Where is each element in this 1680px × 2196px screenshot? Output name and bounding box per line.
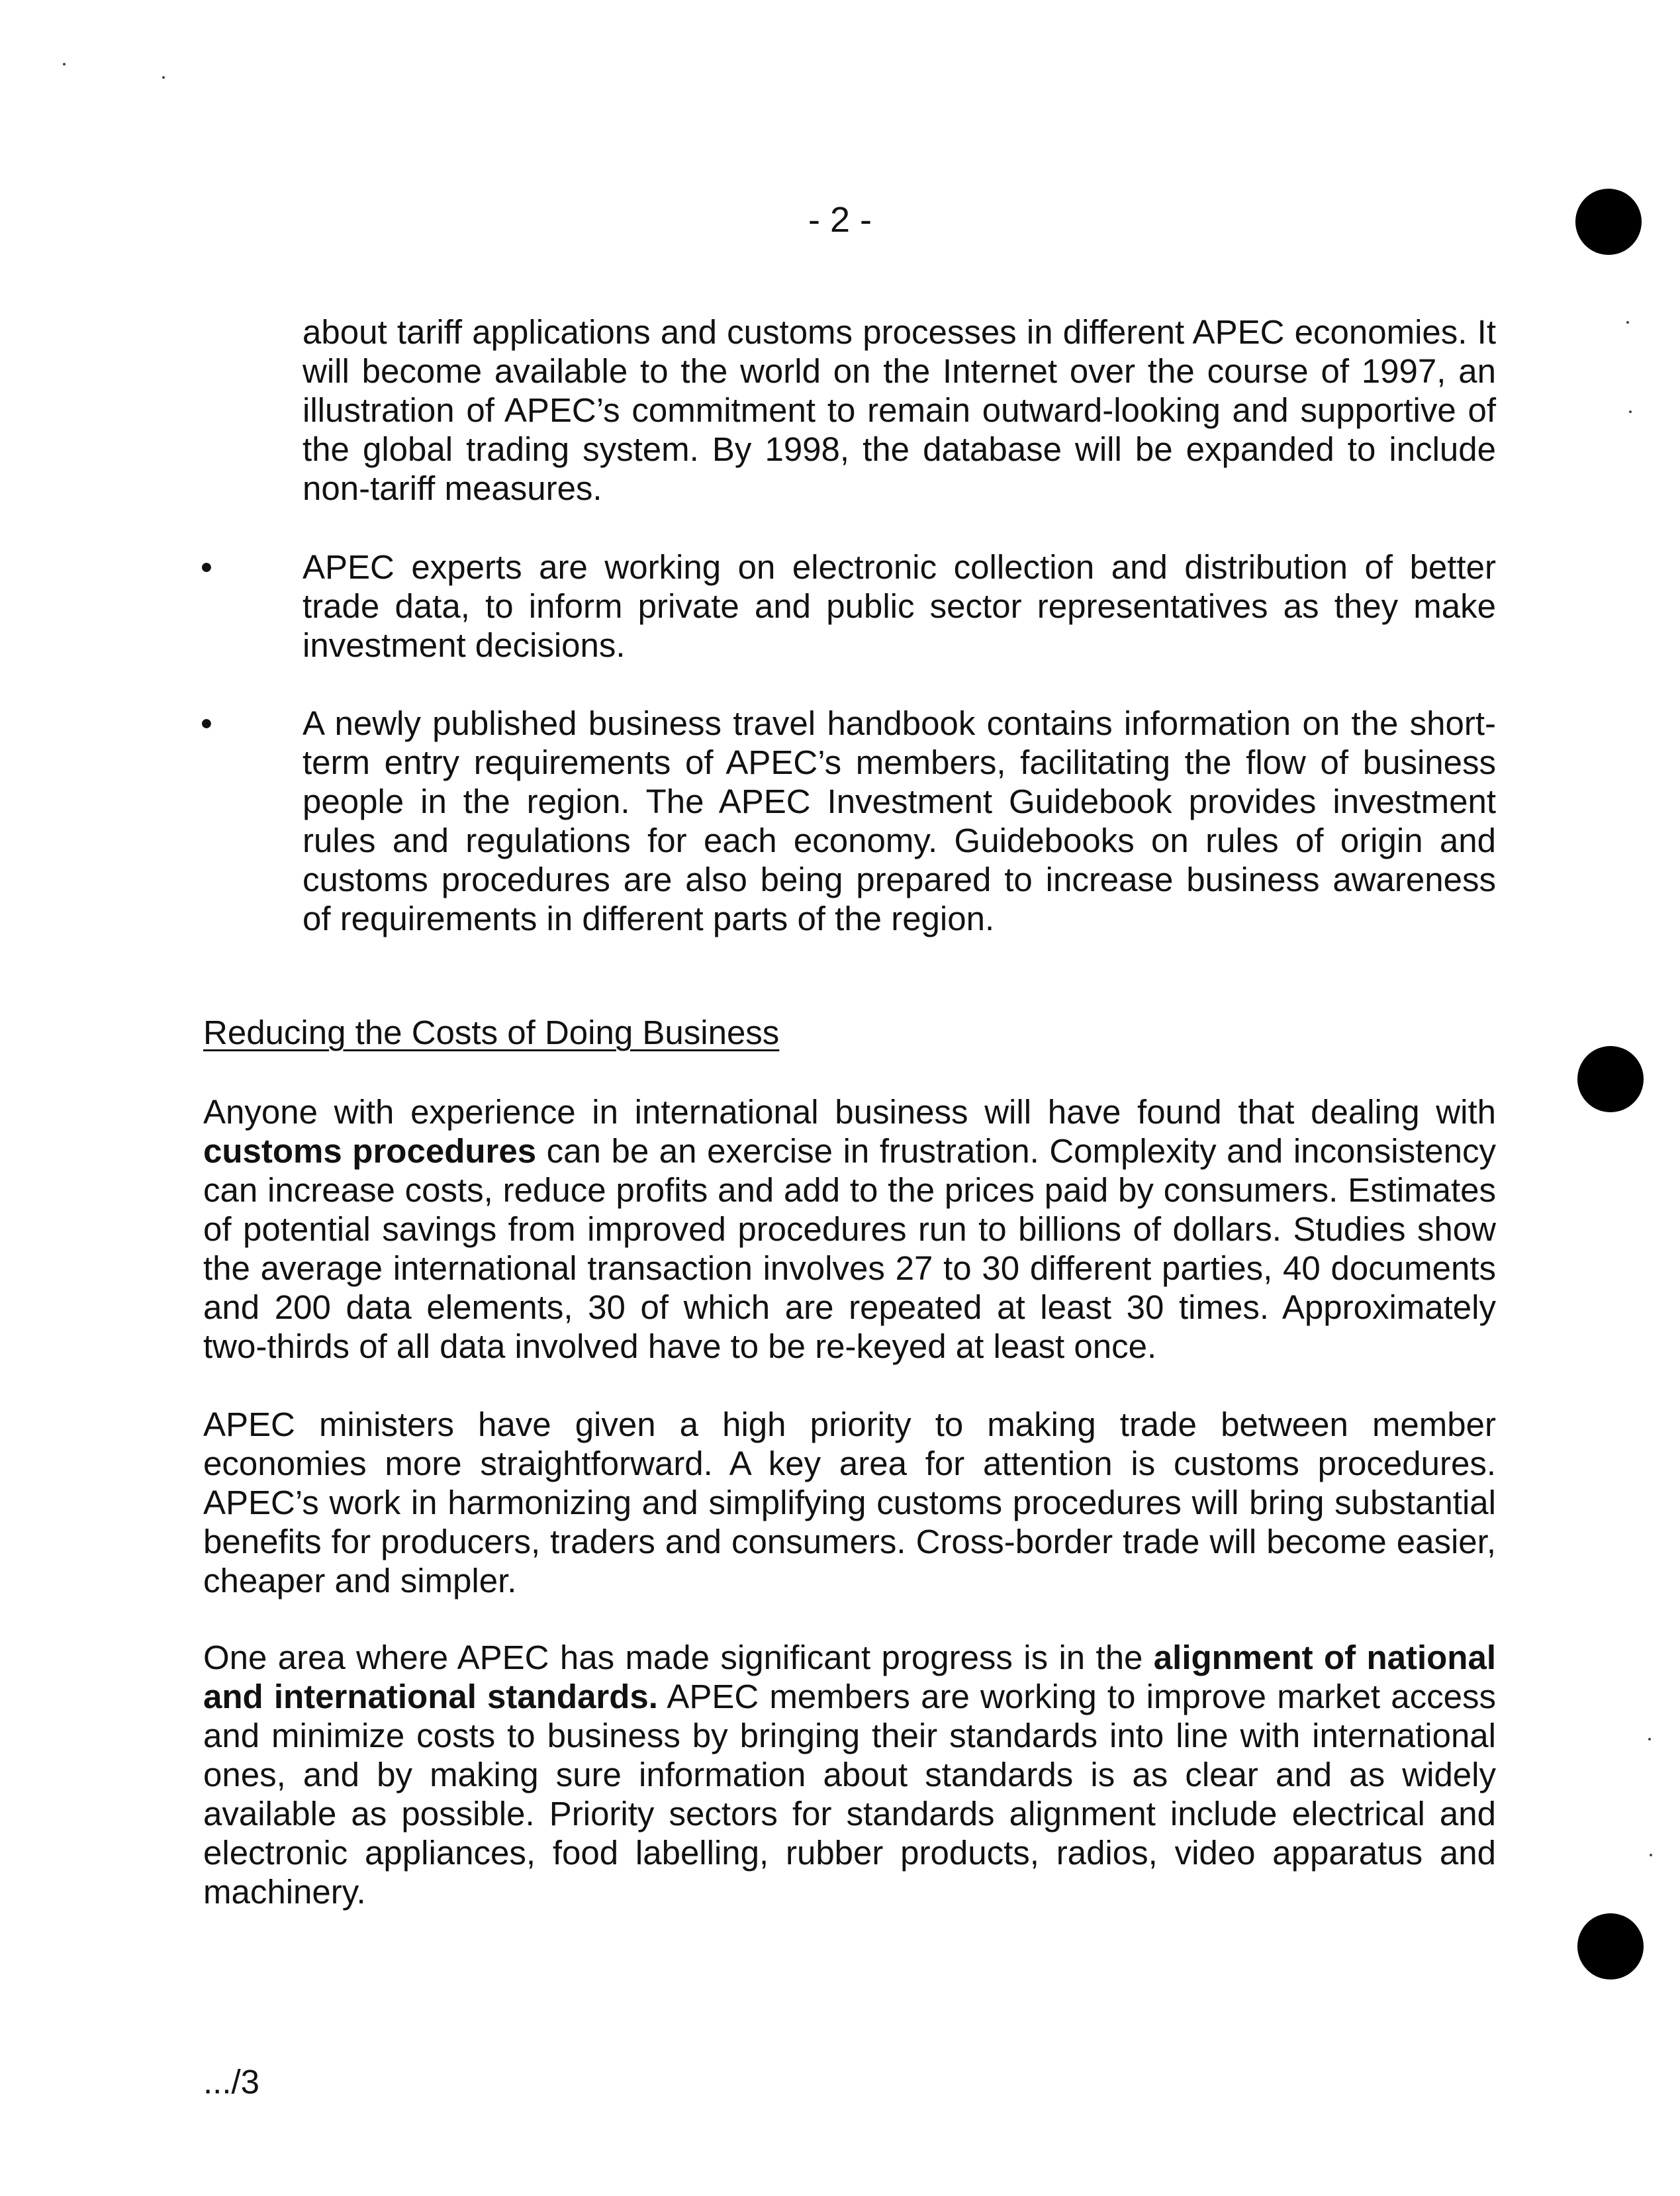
bullet-item-trade-data: APEC experts are working on electronic collection and distribution of better trade data, to inform private and public sector representatives as they make investment decisions. bbox=[303, 548, 1496, 664]
bullet-marker: • bbox=[201, 548, 212, 586]
punch-hole bbox=[1575, 189, 1642, 255]
continuation-footer: .../3 bbox=[203, 2063, 260, 2101]
punch-hole bbox=[1577, 1046, 1644, 1112]
scan-speck bbox=[1648, 1738, 1651, 1741]
section-heading: Reducing the Costs of Doing Business bbox=[203, 1014, 780, 1051]
paragraph-standards-alignment bbox=[203, 1638, 1496, 1911]
paragraph-apec-ministers: APEC ministers have given a high priority to making trade between member economies more straightforward. A key area for attention is customs procedures. APEC’s work in harmonizing and simplifying customs procedures will bring substantial benefits for producers, traders and consumers. Cross-border trade will become easier, cheaper and simpler. bbox=[203, 1406, 1496, 1599]
paragraph-text: One area where APEC has made significant progress is in the bbox=[203, 1639, 1154, 1676]
paragraph-text: can be an exercise in frustration. Complexity and inconsistency can increase costs, reduce profits and add to the prices paid by consumers. Estimates of potential savings from improved procedures run to billions of dollars. Studies show the average international transaction involves 27 to 30 different parties, 40 documents and 200 data elements, 30 of which are repeated at least 30 times. Approximately two-thirds of all data involved have to be re-keyed at least once. bbox=[203, 1132, 1496, 1365]
punch-hole bbox=[1577, 1913, 1644, 1980]
paragraph-text: Anyone with experience in international business will have found that dealing with bbox=[203, 1093, 1496, 1131]
scan-speck bbox=[63, 63, 66, 66]
paragraph-text: APEC members are working to improve market access and minimize costs to business by bringing their standards into line with international ones, and by making sure information about standards is as clear and as widely available as possible. Priority sectors for standards alignment include electrical and electronic appliances, food labelling, rubber products, radios, video apparatus and machinery. bbox=[203, 1678, 1496, 1911]
page-number: - 2 - bbox=[808, 200, 872, 240]
scan-speck bbox=[1626, 321, 1629, 324]
scan-speck bbox=[1650, 1854, 1652, 1856]
bullet-item-travel-handbook: A newly published business travel handbook contains information on the short-term entry requirements of APEC’s members, facilitating the flow of business people in the region. The APEC Investment Guidebook provides investment rules and regulations for each economy. Guidebooks on rules of origin and customs procedures are also being prepared to increase business awareness of requirements in different parts of the region. bbox=[303, 704, 1496, 937]
continuation-paragraph: about tariff applications and customs processes in different APEC economies. It will become available to the world on the Internet over the course of 1997, an illustration of APEC’s commitment to remain outward-looking and supportive of the global trading system. By 1998, the database will be expanded to include non-tariff measures. bbox=[303, 313, 1496, 507]
paragraph-customs-procedures bbox=[203, 1092, 1496, 1366]
scan-speck bbox=[162, 76, 165, 79]
scan-speck bbox=[1629, 410, 1632, 413]
bold-term-customs-procedures: customs procedures bbox=[203, 1132, 537, 1170]
bold-term-standards-alignment: alignment of national and international standards. bbox=[203, 1639, 1496, 1715]
bullet-marker: • bbox=[201, 704, 212, 742]
